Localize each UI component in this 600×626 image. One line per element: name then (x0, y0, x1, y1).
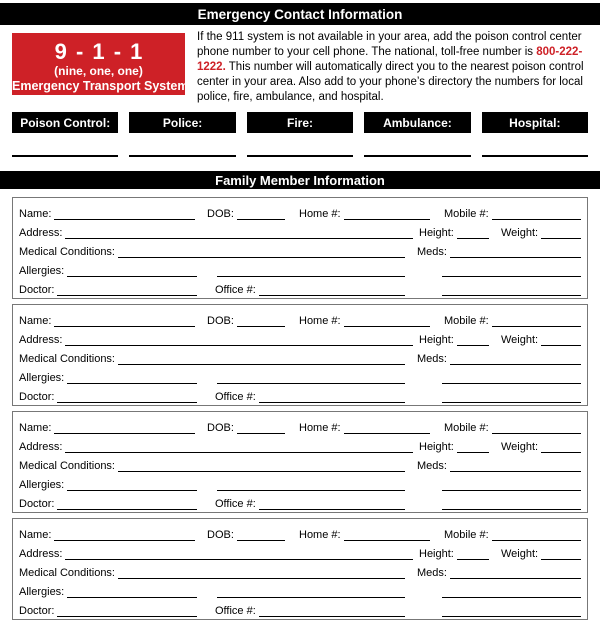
height-write-line[interactable] (457, 452, 489, 453)
name-write-line[interactable] (54, 540, 195, 541)
height-label: Height: (419, 548, 454, 560)
card-row-doctor (19, 386, 581, 405)
dob-label: DOB: (207, 315, 234, 327)
office-phone-write-line[interactable] (259, 509, 405, 510)
meds-label: Meds: (417, 353, 447, 365)
card-row-allergies (19, 581, 581, 600)
dob-write-line[interactable] (237, 540, 285, 541)
doctor-write-line[interactable] (57, 509, 197, 510)
home-phone-label: Home #: (299, 422, 341, 434)
allergies-continuation-line[interactable] (217, 597, 405, 598)
allergies-continuation-line[interactable] (217, 276, 405, 277)
meds-continuation-line-2[interactable] (442, 616, 581, 617)
weight-write-line[interactable] (541, 559, 581, 560)
meds-continuation-line-1[interactable] (442, 276, 581, 277)
family-member-card (12, 197, 588, 299)
card-row-identity (19, 203, 581, 222)
name-write-line[interactable] (54, 433, 195, 434)
mobile-phone-label: Mobile #: (444, 315, 489, 327)
contact-label-police: Police: (129, 112, 235, 133)
name-label: Name: (19, 422, 52, 434)
mobile-phone-label: Mobile #: (444, 208, 489, 220)
meds-continuation-line-1[interactable] (442, 490, 581, 491)
ambulance-write-line[interactable] (364, 155, 470, 157)
doctor-write-line[interactable] (57, 402, 197, 403)
name-write-line[interactable] (54, 326, 195, 327)
medical-conditions-write-line[interactable] (118, 471, 405, 472)
meds-continuation-line-2[interactable] (442, 402, 581, 403)
meds-write-line[interactable] (450, 364, 581, 365)
dob-write-line[interactable] (237, 433, 285, 434)
name-label: Name: (19, 315, 52, 327)
home-phone-label: Home #: (299, 208, 341, 220)
family-member-header (0, 171, 600, 189)
medical-conditions-label: Medical Conditions: (19, 460, 115, 472)
medical-conditions-label: Medical Conditions: (19, 567, 115, 579)
allergies-label: Allergies: (19, 372, 65, 384)
card-row-medical (19, 241, 581, 260)
doctor-label: Doctor: (19, 498, 55, 510)
meds-write-line[interactable] (450, 578, 581, 579)
address-write-line[interactable] (65, 238, 413, 239)
name-label: Name: (19, 208, 52, 220)
card-row-allergies (19, 474, 581, 493)
mobile-phone-label: Mobile #: (444, 529, 489, 541)
dob-label: DOB: (207, 208, 234, 220)
height-write-line[interactable] (457, 559, 489, 560)
card-row-identity (19, 524, 581, 543)
poison-control-write-line[interactable] (12, 155, 118, 157)
allergies-write-line[interactable] (67, 597, 197, 598)
allergies-write-line[interactable] (67, 276, 197, 277)
card-row-doctor (19, 279, 581, 298)
dob-write-line[interactable] (237, 326, 285, 327)
height-write-line[interactable] (457, 345, 489, 346)
allergies-continuation-line[interactable] (217, 383, 405, 384)
contact-label-ambulance: Ambulance: (364, 112, 470, 133)
police-write-line[interactable] (129, 155, 235, 157)
weight-label: Weight: (501, 548, 539, 560)
allergies-write-line[interactable] (67, 383, 197, 384)
office-phone-write-line[interactable] (259, 616, 405, 617)
meds-write-line[interactable] (450, 257, 581, 258)
home-phone-write-line[interactable] (344, 433, 430, 434)
card-row-allergies (19, 367, 581, 386)
mobile-phone-write-line[interactable] (492, 219, 581, 220)
office-phone-write-line[interactable] (259, 402, 405, 403)
card-row-address (19, 329, 581, 348)
contact-label-hospital: Hospital: (482, 112, 588, 133)
address-write-line[interactable] (65, 345, 413, 346)
card-row-medical (19, 455, 581, 474)
mobile-phone-write-line[interactable] (492, 326, 581, 327)
home-phone-label: Home #: (299, 529, 341, 541)
family-member-card (12, 411, 588, 513)
family-member-card (12, 518, 588, 620)
height-write-line[interactable] (457, 238, 489, 239)
meds-continuation-line-1[interactable] (442, 597, 581, 598)
fire-write-line[interactable] (247, 155, 353, 157)
card-row-medical (19, 562, 581, 581)
address-label: Address: (19, 548, 63, 560)
address-write-line[interactable] (65, 452, 413, 453)
meds-label: Meds: (417, 460, 447, 472)
card-row-address (19, 543, 581, 562)
office-phone-write-line[interactable] (259, 295, 405, 296)
office-phone-label: Office #: (215, 498, 256, 510)
contact-label-fire: Fire: (247, 112, 353, 133)
meds-continuation-line-2[interactable] (442, 509, 581, 510)
family-member-title: Family Member Information (215, 172, 385, 188)
medical-conditions-write-line[interactable] (118, 257, 405, 258)
911-number: 9 - 1 - 1 (54, 39, 143, 64)
intro-paragraph (197, 30, 588, 105)
home-phone-write-line[interactable] (344, 219, 430, 220)
weight-write-line[interactable] (541, 238, 581, 239)
medical-conditions-label: Medical Conditions: (19, 353, 115, 365)
emergency-contact-header (0, 3, 600, 25)
dob-label: DOB: (207, 529, 234, 541)
address-label: Address: (19, 334, 63, 346)
height-label: Height: (419, 227, 454, 239)
meds-continuation-line-2[interactable] (442, 295, 581, 296)
family-member-card (12, 304, 588, 406)
doctor-label: Doctor: (19, 391, 55, 403)
medical-conditions-label: Medical Conditions: (19, 246, 115, 258)
meds-write-line[interactable] (450, 471, 581, 472)
hospital-write-line[interactable] (482, 155, 588, 157)
doctor-write-line[interactable] (57, 616, 197, 617)
weight-label: Weight: (501, 441, 539, 453)
weight-label: Weight: (501, 227, 539, 239)
office-phone-label: Office #: (215, 284, 256, 296)
mobile-phone-write-line[interactable] (492, 433, 581, 434)
weight-write-line[interactable] (541, 345, 581, 346)
height-label: Height: (419, 334, 454, 346)
intro-text-before: If the 911 system is not available in your area, add the poison control center phone number to your cell phone. The national, toll-free number is (197, 31, 582, 58)
allergies-write-line[interactable] (67, 490, 197, 491)
card-row-medical (19, 348, 581, 367)
home-phone-label: Home #: (299, 315, 341, 327)
doctor-label: Doctor: (19, 605, 55, 617)
meds-label: Meds: (417, 246, 447, 258)
office-phone-label: Office #: (215, 391, 256, 403)
height-label: Height: (419, 441, 454, 453)
poison-control-phone-number: 800-222-1222. (197, 46, 583, 73)
address-write-line[interactable] (65, 559, 413, 560)
911-words: (nine, one, one) (54, 64, 143, 78)
911-subtitle: Emergency Transport System (12, 79, 189, 93)
meds-label: Meds: (417, 567, 447, 579)
meds-continuation-line-1[interactable] (442, 383, 581, 384)
contact-label-poison-control: Poison Control: (12, 112, 118, 133)
doctor-label: Doctor: (19, 284, 55, 296)
911-callout (12, 33, 189, 95)
intro-text-after: This number will automatically direct you to the nearest poison control center in your area. Also add to your phone’s directory the numbers for local police, fire, ambulance, and hospital. (197, 61, 584, 103)
card-row-address (19, 436, 581, 455)
card-row-doctor (19, 493, 581, 512)
home-phone-write-line[interactable] (344, 540, 430, 541)
allergies-label: Allergies: (19, 479, 65, 491)
home-phone-write-line[interactable] (344, 326, 430, 327)
emergency-contact-title: Emergency Contact Information (197, 6, 403, 22)
card-row-identity (19, 310, 581, 329)
family-member-cards (12, 197, 588, 620)
dob-write-line[interactable] (237, 219, 285, 220)
weight-write-line[interactable] (541, 452, 581, 453)
address-label: Address: (19, 227, 63, 239)
card-row-allergies (19, 260, 581, 279)
mobile-phone-write-line[interactable] (492, 540, 581, 541)
card-row-doctor (19, 600, 581, 619)
contact-labels-row (12, 112, 588, 133)
mobile-phone-label: Mobile #: (444, 422, 489, 434)
card-row-identity (19, 417, 581, 436)
address-label: Address: (19, 441, 63, 453)
allergies-label: Allergies: (19, 265, 65, 277)
allergies-continuation-line[interactable] (217, 490, 405, 491)
allergies-label: Allergies: (19, 586, 65, 598)
intro-section (12, 30, 588, 105)
doctor-write-line[interactable] (57, 295, 197, 296)
dob-label: DOB: (207, 422, 234, 434)
medical-conditions-write-line[interactable] (118, 364, 405, 365)
card-row-address (19, 222, 581, 241)
name-write-line[interactable] (54, 219, 195, 220)
medical-conditions-write-line[interactable] (118, 578, 405, 579)
office-phone-label: Office #: (215, 605, 256, 617)
weight-label: Weight: (501, 334, 539, 346)
name-label: Name: (19, 529, 52, 541)
contact-write-lines-row (12, 155, 588, 157)
